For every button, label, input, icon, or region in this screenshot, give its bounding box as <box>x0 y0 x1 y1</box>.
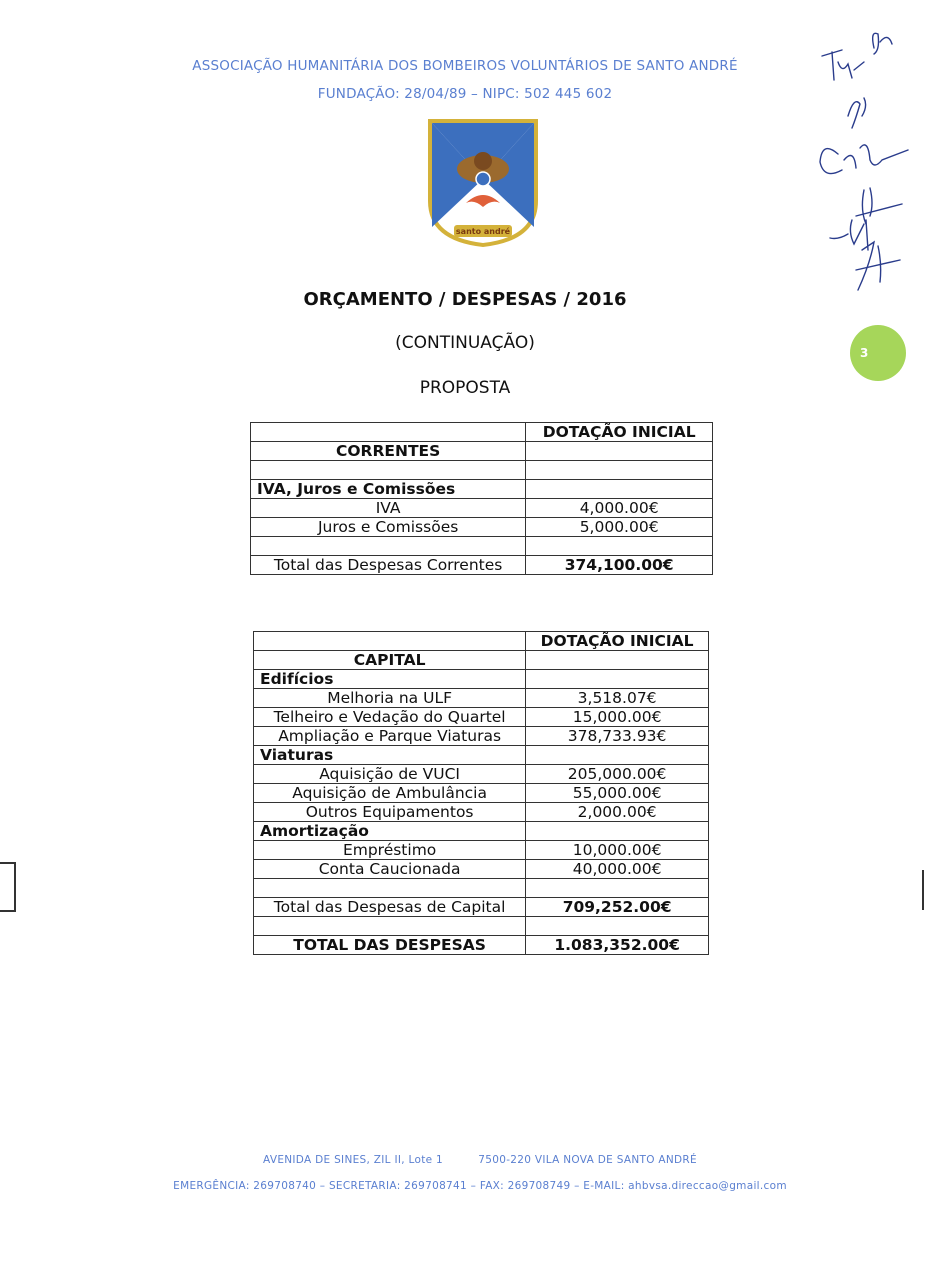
item-value: 378,733.93€ <box>526 727 709 746</box>
table-row <box>254 879 709 898</box>
scan-edge-mark-right <box>922 870 930 910</box>
footer-postal: 7500-220 VILA NOVA DE SANTO ANDRÉ <box>478 1154 697 1166</box>
table-row <box>251 499 713 518</box>
group-heading: Viaturas <box>254 746 526 765</box>
capital-table <box>253 631 709 955</box>
item-value: 2,000.00€ <box>526 803 709 822</box>
total-label: Total das Despesas de Capital <box>254 898 526 917</box>
table-row <box>251 480 713 499</box>
table-row <box>254 727 709 746</box>
page-number-badge: 3 <box>850 325 906 381</box>
page-title: ORÇAMENTO / DESPESAS / 2016 <box>303 289 627 310</box>
item-label: Outros Equipamentos <box>254 803 526 822</box>
item-label: IVA <box>251 499 526 518</box>
item-label: Juros e Comissões <box>251 518 526 537</box>
foundation-info: FUNDAÇÃO: 28/04/89 – NIPC: 502 445 602 <box>317 86 613 102</box>
organization-name: ASSOCIAÇÃO HUMANITÁRIA DOS BOMBEIROS VOLUNTÁRIOS DE SANTO ANDRÉ <box>192 58 738 74</box>
logo-bottom-text: santo andré <box>455 227 511 236</box>
item-label: Empréstimo <box>254 841 526 860</box>
grand-total-value: 1.083,352.00€ <box>526 936 709 955</box>
table-row <box>254 936 709 955</box>
table-row <box>254 670 709 689</box>
section-heading: CAPITAL <box>254 651 526 670</box>
footer-contacts: EMERGÊNCIA: 269708740 – SECRETARIA: 269708741 – FAX: 269708749 – E-MAIL: ahbvsa.direccao@gmail.com <box>173 1180 787 1192</box>
item-label: Melhoria na ULF <box>254 689 526 708</box>
item-value: 15,000.00€ <box>526 708 709 727</box>
table-row <box>254 765 709 784</box>
table-row <box>254 917 709 936</box>
table-row <box>254 651 709 670</box>
table-row <box>251 537 713 556</box>
table-row <box>254 632 709 651</box>
table-row <box>251 518 713 537</box>
correntes-table <box>250 422 713 575</box>
table-row <box>254 784 709 803</box>
scan-edge-mark-left <box>0 862 16 912</box>
table-row <box>254 841 709 860</box>
group-heading: Edifícios <box>254 670 526 689</box>
grand-total-label: TOTAL DAS DESPESAS <box>254 936 526 955</box>
item-value: 5,000.00€ <box>526 518 713 537</box>
item-value: 4,000.00€ <box>526 499 713 518</box>
total-value: 709,252.00€ <box>526 898 709 917</box>
total-label: Total das Despesas Correntes <box>251 556 526 575</box>
subtitle-proposal: PROPOSTA <box>419 378 511 398</box>
table-row <box>254 860 709 879</box>
total-value: 374,100.00€ <box>526 556 713 575</box>
handwritten-signatures <box>808 20 918 300</box>
table-row <box>254 689 709 708</box>
table-row <box>251 442 713 461</box>
group-heading: IVA, Juros e Comissões <box>251 480 526 499</box>
item-label: Aquisição de Ambulância <box>254 784 526 803</box>
item-value: 10,000.00€ <box>526 841 709 860</box>
item-value: 55,000.00€ <box>526 784 709 803</box>
table-row <box>254 708 709 727</box>
item-value: 3,518.07€ <box>526 689 709 708</box>
subtitle-continuation: (CONTINUAÇÃO) <box>395 333 535 353</box>
item-label: Telheiro e Vedação do Quartel <box>254 708 526 727</box>
footer-address-line <box>0 1154 930 1166</box>
table-row <box>254 898 709 917</box>
footer-address: AVENIDA DE SINES, ZIL II, Lote 1 <box>263 1154 444 1166</box>
column-header: DOTAÇÃO INICIAL <box>526 632 709 651</box>
table-row <box>254 803 709 822</box>
association-logo <box>426 117 540 249</box>
item-label: Aquisição de VUCI <box>254 765 526 784</box>
column-header: DOTAÇÃO INICIAL <box>526 423 713 442</box>
table-row <box>251 461 713 480</box>
item-label: Ampliação e Parque Viaturas <box>254 727 526 746</box>
item-value: 40,000.00€ <box>526 860 709 879</box>
table-row <box>254 822 709 841</box>
table-row <box>251 423 713 442</box>
item-label: Conta Caucionada <box>254 860 526 879</box>
table-row <box>254 746 709 765</box>
group-heading: Amortização <box>254 822 526 841</box>
table-row <box>251 556 713 575</box>
item-value: 205,000.00€ <box>526 765 709 784</box>
section-heading: CORRENTES <box>251 442 526 461</box>
